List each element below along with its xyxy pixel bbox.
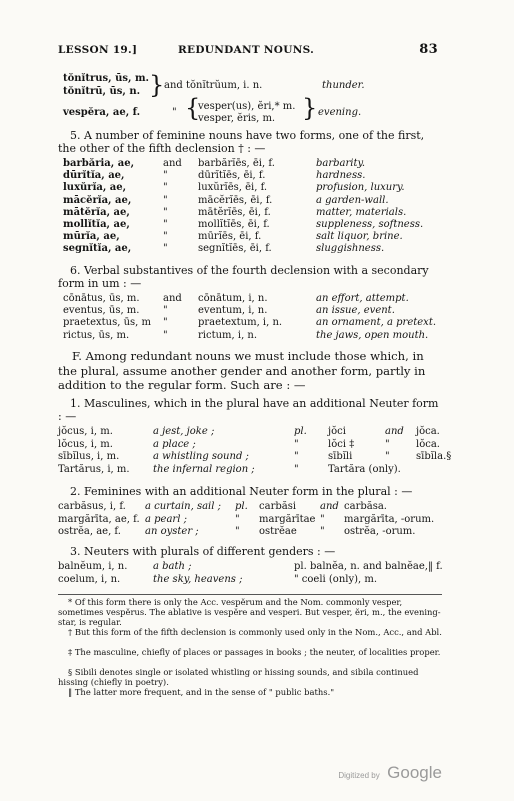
- entry-tonitrus: tŏnĭtrus, ūs, m.: [63, 73, 150, 84]
- sub2-rows-cell: margărīta, ae, f.: [58, 513, 140, 525]
- sec5-rows-cell: barbărĭēs, ēi, f.: [198, 158, 275, 169]
- sec5-rows-cell: dūrĭtĭēs, ēi, f.: [198, 170, 266, 182]
- brace-symbol: {: [185, 94, 201, 122]
- lesson-label: LESSON 19.]: [58, 44, 138, 56]
- sec6-rows-cell: an effort, attempt.: [316, 293, 409, 304]
- sub2-rows-cell: a curtain, sail ;: [145, 501, 221, 512]
- sec6-rows-cell: ": [163, 317, 168, 329]
- sub2-rows-cell: ": [320, 513, 325, 525]
- brace-symbol: }: [302, 94, 318, 122]
- sub3-rows-cell: coelum, i, n.: [58, 573, 121, 585]
- sec6-rows-cell: cōnātus, ūs, m.: [63, 293, 140, 304]
- sub2-rows-cell: carbăsa.: [344, 501, 387, 512]
- footnote-rule: [58, 594, 442, 595]
- watermark-small: Digitized by: [338, 771, 380, 780]
- sub1-rows-cell: lŏci ‡: [328, 438, 355, 450]
- sub3-rows-cell: " coeli (only), m.: [294, 573, 378, 585]
- sec5-rows-cell: dūrĭtĭa, ae,: [63, 170, 125, 182]
- sec6-rows-cell: an issue, event.: [316, 305, 395, 317]
- brace-symbol: }: [149, 71, 165, 99]
- sec5-rows-cell: segnĭtĭa, ae,: [63, 243, 132, 255]
- sec5-rows-cell: mūrĭa, ae,: [63, 231, 120, 243]
- sub1-rows-cell: the infernal region ;: [153, 463, 255, 475]
- sec5-rows-cell: profusion, luxury.: [316, 182, 405, 194]
- sub1-rows-cell: sībĭlus, i, m.: [58, 451, 120, 463]
- sub1-rows-cell: jŏcus, i, m.: [58, 426, 113, 437]
- sec5-rows-cell: a garden-wall.: [316, 194, 389, 206]
- sub2-rows-cell: a pearl ;: [145, 513, 187, 525]
- sub1-rows-cell: ": [385, 451, 390, 463]
- neuters-intro: 3. Neuters with plurals of different genders : —: [70, 545, 336, 558]
- sec5-rows-cell: mātĕrĭēs, ēi, f.: [198, 206, 271, 218]
- sub3-rows-cell: pl. balnĕa, n. and balnĕae,‖ f.: [294, 561, 443, 572]
- sec5-rows-cell: mūrĭēs, ēi, f.: [198, 231, 262, 243]
- sec5-rows-cell: ": [163, 182, 168, 194]
- sub2-rows-cell: ostrĕa, -orum.: [344, 526, 416, 538]
- feminines-intro: 2. Feminines with an additional Neuter form in the plural : —: [70, 485, 413, 498]
- sub2-rows-cell: margărītae: [259, 513, 316, 525]
- sec5-rows-cell: ": [163, 231, 168, 243]
- sub2-rows-cell: ": [235, 513, 240, 525]
- sub2-rows-cell: ostrĕae: [259, 526, 297, 538]
- sub1-rows-cell: lŏcus, i, m.: [58, 438, 113, 450]
- sub1-rows-cell: and: [385, 426, 404, 437]
- sec5-rows-cell: ": [163, 206, 168, 218]
- sub3-rows-cell: a bath ;: [153, 561, 192, 572]
- sub1-rows-cell: Tartărus, i, m.: [58, 463, 130, 475]
- sub2-rows-cell: ostrĕa, ae, f.: [58, 526, 121, 538]
- sec6-rows-cell: rictus, ūs, m.: [63, 329, 130, 341]
- sec6-rows-cell: an ornament, a pretext.: [316, 317, 437, 329]
- section-5-intro: 5. A number of feminine nouns have two forms, one of the first, the other of the fifth declension † : —: [58, 129, 425, 155]
- sub1-rows-cell: sībĭli: [328, 451, 353, 463]
- entry-vespera: vespĕra, ae, f.: [63, 107, 141, 118]
- sub2-rows-cell: margărīta, -orum.: [344, 513, 435, 525]
- sec6-rows-cell: ": [163, 329, 168, 341]
- sub2-rows-cell: ": [320, 526, 325, 538]
- sub2-rows-cell: carbăsi: [259, 501, 297, 512]
- sub3-rows-cell: balnĕum, i, n.: [58, 561, 128, 572]
- sec6-rows-cell: eventum, i, n.: [198, 305, 268, 317]
- sec5-rows-cell: mollĭtĭēs, ēi, f.: [198, 219, 270, 230]
- sub2-rows-cell: an oyster ;: [145, 526, 199, 538]
- sub1-rows-cell: jŏci: [328, 426, 346, 437]
- sec5-rows-cell: ": [163, 243, 168, 255]
- ditto-mark: ": [172, 107, 177, 118]
- sec5-rows-cell: mācĕrĭēs, ēi, f.: [198, 194, 273, 206]
- section-f-paragraph: F. Among redundant nouns we must include those which, in the plural, assume another gender and another form, partly in addition to the regular form. Such are : —: [58, 349, 426, 392]
- google-watermark: [338, 763, 442, 783]
- sec5-rows-cell: matter, materials.: [316, 206, 407, 218]
- sub1-rows-cell: a whistling sound ;: [153, 451, 249, 463]
- sec6-rows-cell: praetextum, i, n.: [198, 317, 283, 329]
- sub1-rows-cell: ": [294, 438, 299, 450]
- footnote-3: ‡ The masculine, chiefly of places or passages in books ; the neuter, of localities proper.: [68, 647, 441, 657]
- sub1-rows-cell: a place ;: [153, 438, 196, 450]
- sec5-rows-cell: ": [163, 194, 168, 206]
- sec5-rows-cell: luxŭrĭēs, ēi, f.: [198, 182, 268, 194]
- sec5-rows-cell: and: [163, 158, 182, 169]
- section-6-intro: 6. Verbal substantives of the fourth declension with a secondary form in um : —: [58, 264, 429, 290]
- sub1-rows-cell: ": [294, 463, 299, 475]
- sub1-rows-cell: ": [294, 451, 299, 463]
- sec5-rows-cell: mācĕrĭa, ae,: [63, 194, 132, 206]
- sec5-rows-cell: ": [163, 219, 168, 230]
- sec5-rows-cell: segnĭtĭēs, ēi, f.: [198, 243, 272, 255]
- sec5-rows-cell: mollĭtĭa, ae,: [63, 219, 130, 230]
- sec5-rows-cell: barbarity.: [316, 158, 366, 169]
- sub1-rows-cell: lŏca.: [416, 438, 440, 450]
- sub2-rows-cell: ": [235, 526, 240, 538]
- sec6-rows-cell: eventus, ūs, m.: [63, 305, 140, 317]
- watermark-brand: Google: [387, 763, 442, 782]
- sec5-rows-cell: barbăria, ae,: [63, 158, 135, 169]
- sec5-rows-cell: mātĕrĭa, ae,: [63, 206, 130, 218]
- sec5-rows-cell: hardness.: [316, 170, 366, 182]
- entry-vesper: vesper, ĕris, m.: [198, 113, 276, 124]
- gloss-thunder: thunder.: [322, 80, 365, 91]
- footnote-5: ‖ The latter more frequent, and in the sense of " public baths.": [68, 687, 335, 697]
- page-number: 83: [419, 42, 438, 57]
- sub1-rows-cell: Tartăra (only).: [328, 463, 401, 475]
- sec6-rows-cell: praetextus, ūs, m: [63, 317, 151, 329]
- footnote-1: * Of this form there is only the Acc. vespĕrum and the Nom. commonly vesper, sometimes vespĕrus. The ablative is vespĕre and vesperi. But vesper, ĕri, m., the evening-star, is regular.: [58, 597, 441, 627]
- sub3-rows-cell: the sky, heavens ;: [153, 573, 243, 585]
- chapter-title: REDUNDANT NOUNS.: [178, 44, 315, 56]
- sub1-rows-cell: jŏca.: [416, 426, 440, 437]
- sec5-rows-cell: luxŭrĭa, ae,: [63, 182, 127, 194]
- entry-tonitru: tŏnĭtrū, ūs, n.: [63, 86, 141, 97]
- sec5-rows-cell: salt liquor, brine.: [316, 231, 403, 243]
- sec6-rows-cell: rictum, i, n.: [198, 329, 258, 341]
- sub1-rows-cell: a jest, joke ;: [153, 426, 215, 437]
- sec6-rows-cell: cōnātum, i, n.: [198, 293, 268, 304]
- sec5-rows-cell: suppleness, softness.: [316, 219, 424, 230]
- sec6-rows-cell: and: [163, 293, 182, 304]
- gloss-evening: evening.: [318, 107, 362, 118]
- sub1-rows-cell: pl.: [294, 426, 307, 437]
- sub2-rows-cell: pl.: [235, 501, 248, 512]
- sub2-rows-cell: carbăsus, i, f.: [58, 501, 126, 512]
- sub1-rows-cell: ": [385, 438, 390, 450]
- sub1-rows-cell: sībĭla.§: [416, 451, 452, 463]
- masculines-intro: 1. Masculines, which in the plural have an additional Neuter form : —: [58, 397, 439, 423]
- entry-tonitruum: and tŏnĭtrŭum, i. n.: [164, 80, 263, 91]
- sec5-rows-cell: ": [163, 170, 168, 182]
- sec6-rows-cell: ": [163, 305, 168, 317]
- sec6-rows-cell: the jaws, open mouth.: [316, 329, 429, 341]
- footnote-2: † But this form of the fifth declension is commonly used only in the Nom., Acc., and Abl.: [68, 627, 442, 637]
- sec5-rows-cell: sluggishness.: [316, 243, 385, 255]
- sub2-rows-cell: and: [320, 501, 339, 512]
- footnote-4: § Sibili denotes single or isolated whistling or hissing sounds, and sibila continued hissing (chiefly in poetry).: [58, 667, 419, 687]
- entry-vesperus: vesper(us), ĕri,* m.: [198, 101, 296, 112]
